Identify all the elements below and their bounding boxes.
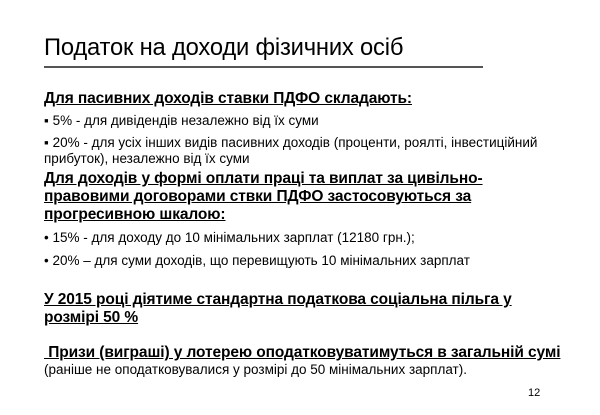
list-item: • 15% - для доходу до 10 мінімальних зарплат (12180 грн.); [44, 230, 415, 245]
salary-income-section [44, 170, 564, 269]
passive-income-section [44, 90, 564, 167]
benefit-section [44, 291, 564, 327]
lottery-section [44, 344, 564, 378]
round-bullet-icon: • [44, 230, 49, 245]
benefit-heading-line: У 2015 році діятиме стандартна податкова соціальна пільга у [44, 291, 512, 308]
list-item: • 20% – для суми доходів, що перевищують 10 мінімальних зарплат [44, 253, 470, 268]
salary-heading-line: правовими договорами ствки ПДФО застосовуються за [44, 188, 472, 205]
square-bullet-icon: ▪ [44, 135, 49, 150]
page-number: 12 [528, 387, 541, 399]
benefit-heading-line: розмірі 50 % [44, 309, 139, 326]
square-bullet-icon: ▪ [44, 113, 49, 128]
lottery-heading: Призи (виграші) у лотерею оподатковуватимуться в загальній сумі [44, 344, 561, 361]
passive-heading: Для пасивних доходів ставки ПДФО складають: [44, 90, 412, 107]
title-divider [44, 66, 483, 68]
list-item-continuation: прибуток), незалежно від їх суми [44, 151, 250, 166]
list-item: ▪ 5% - для дивідендів незалежно від їх суми [44, 113, 319, 128]
round-bullet-icon: • [44, 253, 49, 268]
salary-heading-line: Для доходів у формі оплати праці та виплат за цивільно- [44, 170, 483, 187]
salary-heading-line: прогресивною шкалою: [44, 206, 226, 223]
list-item: ▪ 20% - для усіх інших видів пасивних доходів (проценти, роялті, інвестиційний [44, 135, 538, 150]
lottery-note: (раніше не оподатковувалися у розмірі до 50 мінімальних зарплат). [44, 362, 467, 377]
slide-title: Податок на доходи фізичних осіб [44, 34, 404, 61]
